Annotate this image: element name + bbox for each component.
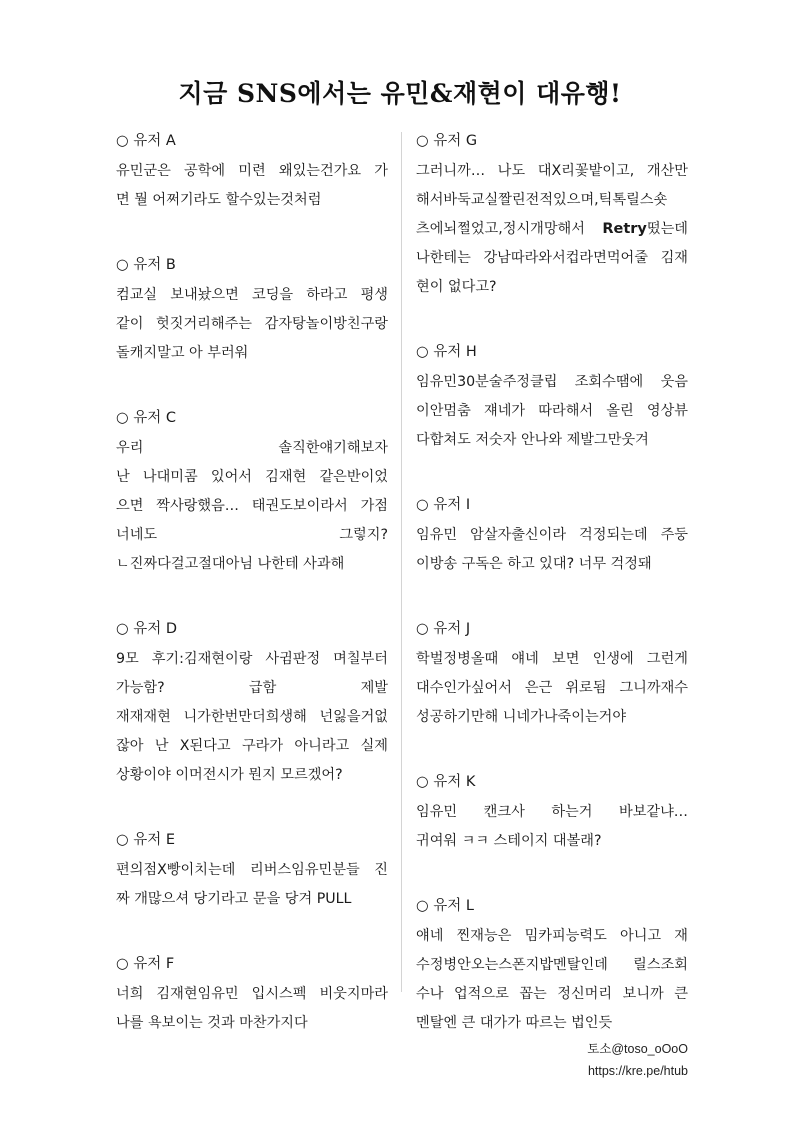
post-text-line: 나를 욕보이는 것과 마찬가지다 [116,1015,308,1031]
column-divider [401,132,402,992]
post-entry [416,891,688,1038]
post-text-line: 수정병안오는스폰지밥멘탈인데 릴스조회 [416,957,688,973]
post-user: ○ 유저 D [116,621,178,637]
post-text-line: 수나 업적으로 꼽는 정신머리 보니까 큰 [416,986,688,1002]
page-title: 지금 SNS에서는 유민&재현이 대유행! [178,79,622,108]
credits [587,1038,688,1082]
post-text-line [416,215,688,244]
post-text-line: 학벌정병올때 얘네 보면 인생에 그런게 [416,651,688,667]
post-user: ○ 유저 B [116,257,176,273]
post-text-line: 이방송 구독은 하고 있대? 너무 걱정돼 [416,556,652,572]
post-text-line: 성공하기만해 니네가나죽이는거야 [416,709,627,725]
post-text-line: 편의점X빵이치는데 리버스임유민분들 진 [116,862,388,878]
left-column [116,126,388,1073]
post-text-line: 면 뭘 어쩌기라도 할수있는것처럼 [116,192,322,208]
post-text-line: 얘네 찐재능은 밈카피능력도 아니고 재 [416,928,688,944]
post-entry [416,126,688,302]
post-text-line: 해서바둑교실짤린전적있으며,틱톡릴스숏 [416,192,668,208]
post-text-line: 가능함? 급함 제발 [116,680,388,696]
post-user: ○ 유저 A [116,133,176,149]
post-text-line: 현이 없다고? [416,279,497,295]
post-text-line: 임유민 암살자출신이라 걱정되는데 주둥 [416,527,688,543]
retry-word: Retry [602,221,647,237]
post-user: ○ 유저 I [416,497,471,513]
post-entry [116,949,388,1038]
post-text-line: 임유민30분술주정클립 조회수땜에 웃음 [416,374,688,390]
post-entry [116,825,388,914]
post-text-fragment: 츠에뇌쩔었고,정시개망해서 [416,221,603,237]
post-text-line: 너희 김재현임유민 입시스펙 비웃지마라 [116,986,388,1002]
post-user: ○ 유저 E [116,832,176,848]
post-text-line: 재재재현 니가한번만더희생해 넌잃을거없 [116,709,388,725]
post-text-fragment: 떴는데 [646,221,688,237]
post-user: ○ 유저 L [416,898,474,914]
post-entry [116,126,388,215]
post-entry [116,614,388,790]
post-text-line: 나한테는 강남따라와서컵라면먹어줄 김재 [416,250,688,266]
post-text-line: 9모 후기:김재현이랑 사귐판정 며칠부터 [116,651,388,667]
post-entry [416,767,688,856]
post-text-line: 같이 헛짓거리해주는 감자탕놀이방친구랑 [116,316,388,332]
post-text-line: 대수인가싶어서 은근 위로됨 그니까재수 [416,680,688,696]
post-text-line: 짜 개많으셔 당기라고 문을 당겨 PULL [116,891,352,907]
post-text-line: 잖아 난 X된다고 구라가 아니라고 실제 [116,738,388,754]
post-user: ○ 유저 G [416,133,478,149]
post-text-line: 돌캐지말고 아 부러워 [116,345,249,361]
post-user: ○ 유저 K [416,774,476,790]
source-link[interactable]: https://kre.pe/htub [587,1064,688,1078]
post-entry [116,403,388,579]
post-text-line: 난 나대미콤 있어서 김재현 같은반이었 [116,469,388,485]
post-text-line: 귀여워 ㅋㅋ 스테이지 대볼래? [416,833,602,849]
post-text-line: 으면 짝사랑했음… 태권도보이라서 가점 [116,498,388,514]
post-entry [416,614,688,732]
post-text-line: ㄴ진짜다걸고절대아님 나한테 사과해 [116,556,345,572]
post-text-line: 멘탈엔 큰 대가가 따르는 법인듯 [416,1015,613,1031]
post-text-line: 상황이야 이머전시가 뭔지 모르겠어? [116,767,343,783]
post-entry [116,250,388,368]
post-text-line: 우리 솔직한얘기해보자 [116,440,388,456]
post-user: ○ 유저 F [116,956,175,972]
post-text-line: 그러니까… 나도 대X리꽃밭이고, 개산만 [416,163,688,179]
post-text-line: 유민군은 공학에 미련 왜있는건가요 가 [116,163,388,179]
author-credit: 토소@toso_oOoO [587,1042,688,1056]
post-entry [416,490,688,579]
post-text-line: 컴교실 보내놨으면 코딩을 하라고 평생 [116,287,388,303]
post-user: ○ 유저 H [416,344,477,360]
post-text-line: 임유민 캔크사 하는거 바보같냐… [416,804,688,820]
post-text-line: 너네도 그렇지? [116,527,388,543]
post-user: ○ 유저 C [116,410,177,426]
post-text-line: 다합쳐도 저숫자 안나와 제발그만웃겨 [416,432,649,448]
post-entry [416,337,688,455]
post-user: ○ 유저 J [416,621,471,637]
right-column [416,126,688,1073]
post-text-line: 이안멈춤 쟤네가 따라해서 올린 영상뷰 [416,403,688,419]
